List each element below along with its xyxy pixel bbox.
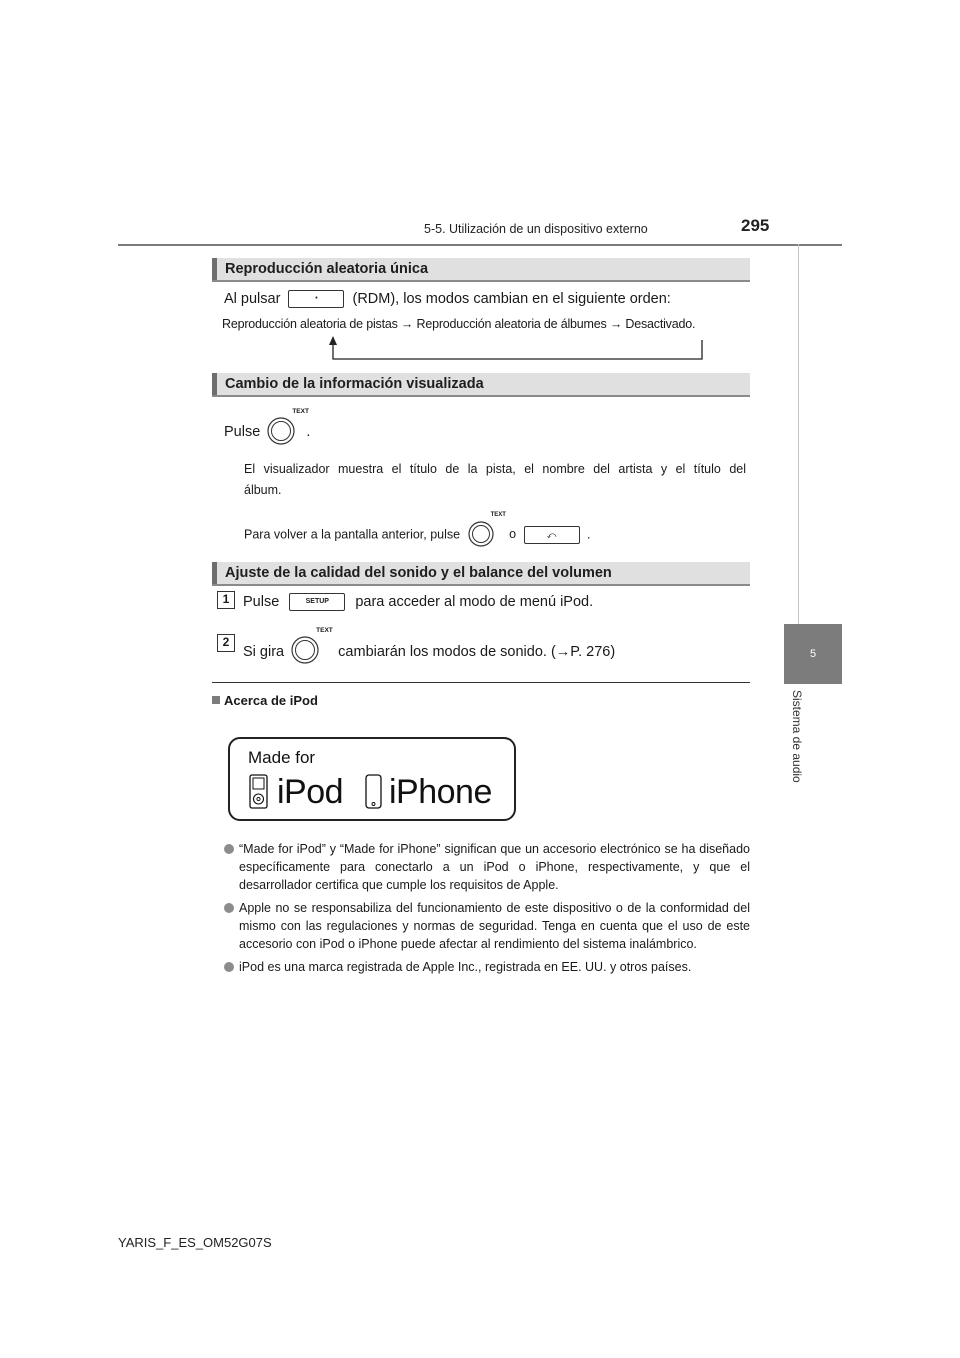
info-desc-line1: El visualizador muestra el título de la pista, el nombre del artista y el título del	[244, 462, 746, 476]
step1-post-text: para acceder al modo de menú iPod.	[355, 593, 594, 610]
list-item	[224, 899, 750, 953]
section-heading: 5-5. Utilización de un dispositivo externo	[424, 222, 648, 236]
info-pulse-end: .	[306, 423, 311, 440]
bullet-dot-icon	[224, 962, 234, 972]
step-2-badge: 2	[217, 634, 235, 652]
random-section-title: Reproducción aleatoria única	[225, 261, 429, 277]
random-section-header	[212, 258, 750, 282]
knob-text-label: TEXT	[490, 512, 506, 518]
info-section-title: Cambio de la información visualizada	[225, 376, 484, 392]
chapter-tab: 5	[784, 624, 842, 684]
info-desc-line2: álbum.	[244, 483, 282, 497]
step1-pre-text: Pulse	[243, 593, 280, 610]
ipod-icon	[249, 774, 269, 810]
quality-section-title: Ajuste de la calidad del sonido y el balance del volumen	[225, 565, 612, 581]
logo-iphone: iPhone	[389, 773, 492, 811]
step2-pre-text: Si gira	[243, 643, 285, 660]
back-pre-text: Para volver a la pantalla anterior, pulse	[244, 527, 461, 542]
bullet-text: iPod es una marca registrada de Apple Inc., registrada en EE. UU. y otros países.	[239, 960, 692, 974]
side-tab-line	[798, 244, 799, 624]
back-or-text: o	[509, 527, 517, 542]
bullet-dot-icon	[224, 844, 234, 854]
chapter-label: Sistema de audio	[790, 690, 804, 783]
cycle-arrow-icon	[324, 336, 708, 364]
document-code: YARIS_F_ES_OM52G07S	[118, 1235, 272, 1250]
step-1-badge: 1	[217, 591, 235, 609]
info-pulse-text: Pulse	[224, 423, 261, 440]
text-knob-icon	[466, 512, 506, 547]
logo-made-for: Made for	[248, 748, 316, 767]
back-button-icon: ⤺	[524, 526, 580, 544]
random-post-text: (RDM), los modos cambian en el siguiente orden:	[352, 290, 671, 307]
list-item	[224, 840, 750, 894]
text-knob-icon	[266, 408, 309, 444]
knob-text-label: TEXT	[292, 408, 309, 415]
page-number: 295	[741, 216, 770, 235]
info-section-header	[212, 373, 750, 397]
quality-section-header	[212, 562, 750, 586]
list-item	[224, 958, 750, 976]
step-1-text	[243, 593, 593, 611]
section-divider	[212, 682, 750, 683]
logo-ipod: iPod	[277, 773, 344, 811]
about-bullet-list	[224, 840, 750, 981]
iphone-icon	[365, 774, 383, 810]
made-for-ipod-iphone-logo	[228, 737, 516, 821]
knob-text-label: TEXT	[316, 627, 333, 634]
random-pre-text: Al pulsar	[224, 290, 281, 307]
bullet-dot-icon	[224, 903, 234, 913]
step-2-text	[243, 627, 616, 666]
rdm-button-icon: •	[288, 290, 344, 308]
square-bullet-icon	[212, 696, 220, 704]
random-instruction	[224, 290, 671, 308]
step2-post-text: cambiarán los modos de sonido. (→P. 276)	[338, 643, 616, 660]
back-end-text: .	[587, 527, 591, 542]
bullet-text: “Made for iPod” y “Made for iPhone” significan que un accesorio electrónico se ha diseñado específicamente para conectarlo a un iPod o iPhone, respectivamente, y que el desarrollador certifica que cumple los requisitos de Apple.	[239, 842, 750, 892]
bullet-text: Apple no se responsabiliza del funcionamiento de este dispositivo o de la conformidad del mismo con las regulaciones y normas de seguridad. Tenga en cuenta que el uso de este accesorio con iPod o iPhone puede afectar al rendimiento del sistema inalámbrico.	[239, 901, 750, 951]
back-instruction	[244, 512, 591, 549]
random-mode-flow: Reproducción aleatoria de pistas → Reproducción aleatoria de álbumes → Desactivado.	[222, 317, 696, 331]
about-heading	[212, 693, 318, 708]
header-rule	[118, 244, 842, 246]
info-instruction	[224, 408, 311, 446]
setup-button-icon: SETUP	[289, 593, 345, 611]
about-heading-text: Acerca de iPod	[224, 693, 318, 708]
text-knob-icon	[290, 627, 333, 663]
